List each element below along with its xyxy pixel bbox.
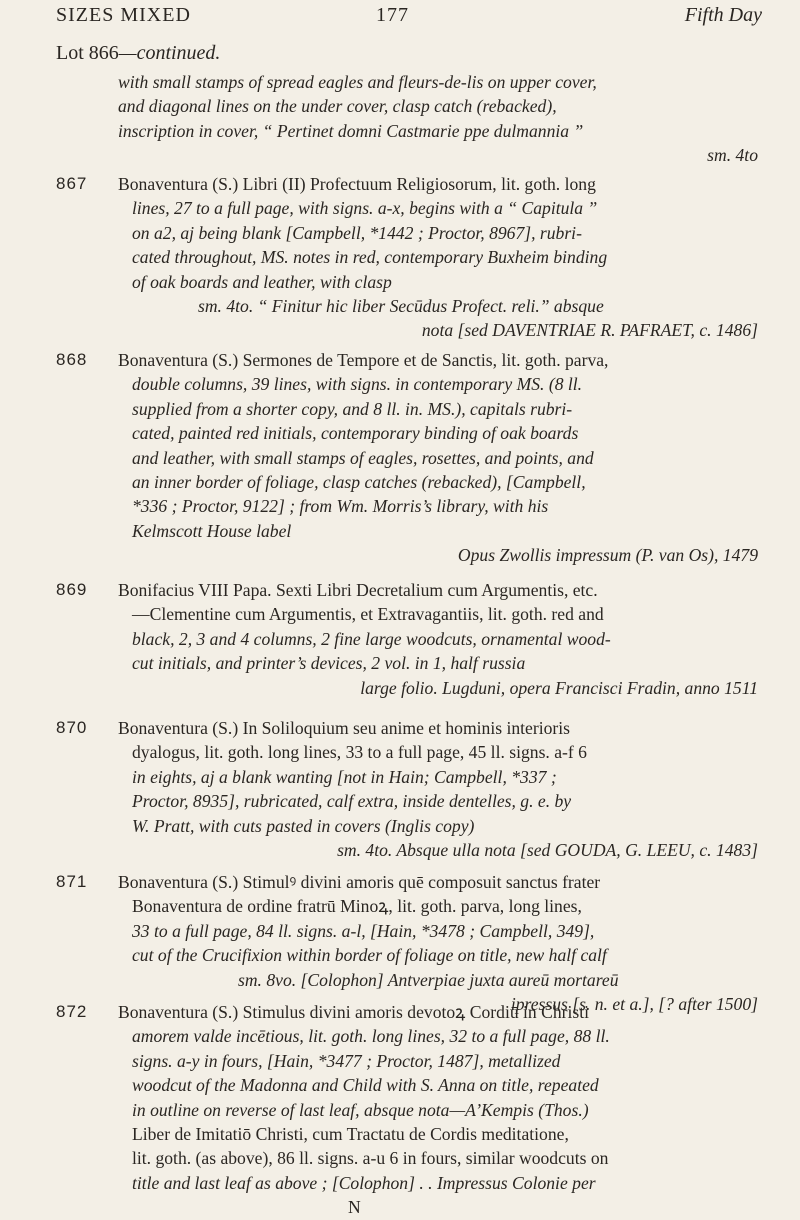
entry-line: in outline on reverse of last leaf, absque nota—A’Kempis (Thos.): [132, 1099, 589, 1120]
lot-number: 872: [56, 1002, 88, 1021]
entry-line: and leather, with small stamps of eagles, rosettes, and points, and: [132, 447, 594, 468]
entry-line: supplied from a shorter copy, and 8 ll. in. MS.), capitals rubri-: [132, 398, 573, 419]
entry-line: Bonifacius VIII Papa. Sexti Libri Decretalium cum Argumentis, etc.: [118, 580, 598, 600]
entry-line: Liber de Imitatiō Christi, cum Tractatu de Cordis meditatione,: [132, 1124, 569, 1145]
entry-line: of oak boards and leather, with clasp: [132, 271, 392, 292]
lot-number: 870: [56, 718, 88, 737]
page-header: [56, 4, 762, 30]
entry-line: double columns, 39 lines, with signs. in contemporary MS. (8 ll.: [132, 374, 583, 395]
entry-line: inscription in cover, “ Pertinet domni Castmarie ppe dulmannia ”: [118, 120, 584, 141]
entry-line: in eights, aj a blank wanting [not in Hain; Campbell, *337 ;: [132, 766, 557, 787]
catalogue-entry-870: [56, 716, 770, 862]
entry-line: Kelmscott House label: [132, 520, 292, 541]
lot-number: Lot 866: [56, 42, 119, 64]
entry-line: amorem valde incētious, lit. goth. long lines, 32 to a full page, 88 ll.: [132, 1026, 610, 1047]
entry-line: Bonaventura de ordine fratrū Minoꝝ, lit. goth. parva, long lines,: [132, 896, 582, 917]
entry-line: black, 2, 3 and 4 columns, 2 fine large woodcuts, ornamental wood-: [132, 628, 611, 649]
entry-line: cut of the Crucifixion within border of foliage on title, new half calf: [132, 945, 607, 966]
entry-line: lines, 27 to a full page, with signs. a-x, begins with a “ Capitula ”: [132, 198, 598, 219]
lot-number: 869: [56, 580, 88, 599]
entry-line: Bonaventura (S.) Stimulꝰ divini amoris quē composuit sanctus frater: [118, 872, 601, 892]
lot-continued: —continued.: [118, 42, 221, 64]
catalogue-entry-868: [56, 348, 770, 568]
entry-line: Bonaventura (S.) In Soliloquium seu anime et hominis interioris: [118, 718, 570, 738]
entry-line: sm. 4to. “ Finitur hic liber Secūdus Profect. reli.” absque: [198, 296, 604, 317]
entry-line: Bonaventura (S.) Sermones de Tempore et de Sanctis, lit. goth. parva,: [118, 350, 609, 370]
entry-format: sm. 4to: [707, 145, 758, 166]
catalogue-entry-871: [56, 870, 770, 1016]
entry-line: woodcut of the Madonna and Child with S. Anna on title, repeated: [132, 1075, 599, 1096]
entry-imprint: Opus Zwollis impressum (P. van Os), 1479: [457, 545, 758, 566]
entry-line: —Clementine cum Argumentis, et Extravagantiis, lit. goth. red and: [132, 604, 604, 625]
lot-number: 867: [56, 174, 88, 193]
page-number: 177: [376, 4, 409, 26]
entry-line: cated, painted red initials, contemporary binding of oak boards: [132, 423, 579, 444]
catalogue-entry-872: [56, 1000, 770, 1220]
entry-line: signs. a-y in fours, [Hain, *3477 ; Proctor, 1487], metallized: [132, 1050, 561, 1071]
entry-imprint: ipressus [s. n. et a.], [? after 1500]: [510, 994, 758, 1015]
entry-line: W. Pratt, with cuts pasted in covers (Inglis copy): [132, 815, 475, 836]
entry-line: on a2, aj being blank [Campbell, *1442 ; Proctor, 8967], rubri-: [132, 222, 582, 243]
catalogue-entry-continuation: [56, 70, 770, 168]
entry-line: 33 to a full page, 84 ll. signs. a-l, [Hain, *3478 ; Campbell, 349],: [132, 920, 595, 941]
entry-line: *336 ; Proctor, 9122] ; from Wm. Morris’s library, with his: [132, 496, 549, 517]
entry-line: with small stamps of spread eagles and fleurs-de-lis on upper cover,: [118, 72, 597, 92]
entry-line: sm. 8vo. [Colophon] Antverpiae juxta aureū mortareū: [238, 969, 619, 990]
header-day-label: Fifth Day: [684, 4, 762, 26]
header-section-label: SIZES MIXED: [56, 4, 191, 26]
entry-imprint: sm. 4to. Absque ulla nota [sed GOUDA, G. LEEU, c. 1483]: [337, 840, 758, 861]
entry-line: Bonaventura (S.) Libri (II) Profectuum Religiosorum, lit. goth. long: [118, 174, 596, 194]
entry-line: cated throughout, MS. notes in red, contemporary Buxheim binding: [132, 247, 608, 268]
catalogue-entry-869: [56, 578, 770, 700]
entry-line: and diagonal lines on the under cover, clasp catch (rebacked),: [118, 96, 557, 117]
entry-line: cut initials, and printer’s devices, 2 vol. in 1, half russia: [132, 653, 526, 674]
lot-number: 871: [56, 872, 88, 891]
entry-line: an inner border of foliage, clasp catches (rebacked), [Campbell,: [132, 472, 586, 493]
entry-line: Proctor, 8935], rubricated, calf extra, inside dentelles, g. e. by: [132, 791, 572, 812]
entry-imprint: nota [sed DAVENTRIAE R. PAFRAET, c. 1486]: [421, 320, 758, 341]
entry-line: Bonaventura (S.) Stimulus divini amoris devotoꝝ Cordiū in Christi: [118, 1002, 590, 1022]
signature-mark: N: [348, 1197, 361, 1218]
entry-imprint: large folio. Lugduni, opera Francisci Fradin, anno 1511: [360, 677, 758, 698]
catalogue-entry-867: [56, 172, 770, 343]
entry-line: title and last leaf as above ; [Colophon] . . Impressus Colonie per: [132, 1172, 596, 1193]
entry-line: dyalogus, lit. goth. long lines, 33 to a full page, 45 ll. signs. a-f 6: [132, 742, 587, 763]
lot-number: 868: [56, 350, 88, 369]
lot-heading: [56, 42, 220, 65]
entry-line: lit. goth. (as above), 86 ll. signs. a-u 6 in fours, similar woodcuts on: [132, 1148, 609, 1169]
